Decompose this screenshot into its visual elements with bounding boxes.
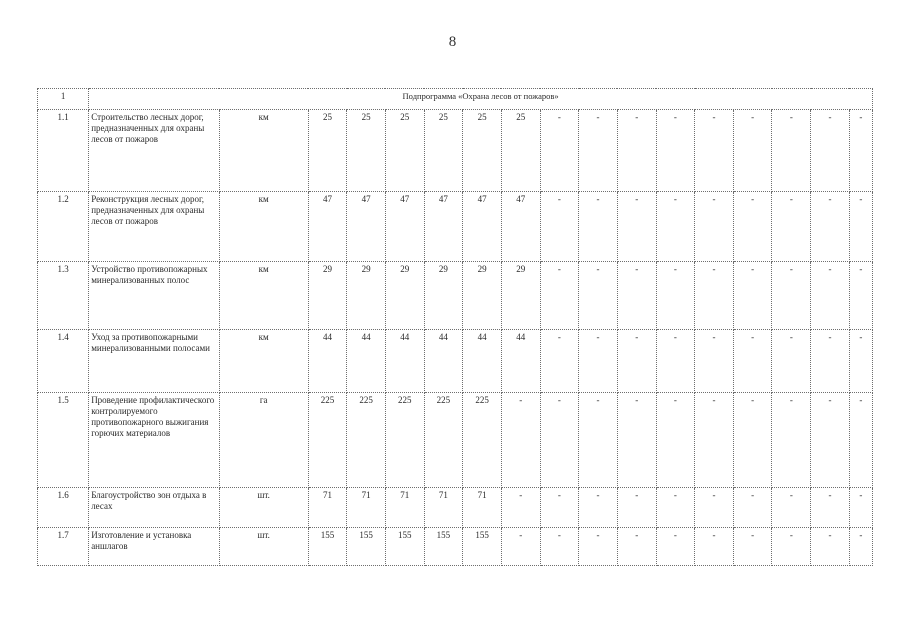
value-cell: 29 <box>347 262 386 330</box>
value-cell: - <box>617 330 656 393</box>
value-cell: - <box>733 393 772 488</box>
unit-cell: шт. <box>219 488 308 528</box>
value-cell: - <box>733 192 772 262</box>
value-cell: - <box>772 110 811 192</box>
value-cell: 44 <box>385 330 424 393</box>
value-cell: 155 <box>385 528 424 566</box>
value-cell: - <box>656 262 695 330</box>
value-cell: 47 <box>347 192 386 262</box>
value-cell: - <box>579 330 618 393</box>
value-cell: 29 <box>424 262 463 330</box>
value-cell: - <box>772 192 811 262</box>
value-cell: 47 <box>308 192 347 262</box>
value-cell: - <box>617 488 656 528</box>
activity-name: Проведение профилактического контролируемого противопожарного выжигания горючих материалов <box>89 393 220 488</box>
value-cell: 225 <box>385 393 424 488</box>
value-cell: - <box>540 393 579 488</box>
value-cell: 225 <box>424 393 463 488</box>
value-cell: - <box>849 192 872 262</box>
table-row <box>38 192 873 262</box>
value-cell: - <box>617 110 656 192</box>
value-cell: - <box>579 262 618 330</box>
subprogram-header-row <box>38 89 873 110</box>
subprogram-title: Подпрограмма «Охрана лесов от пожаров» <box>89 89 873 110</box>
table-row <box>38 330 873 393</box>
value-cell: 225 <box>347 393 386 488</box>
value-cell: - <box>501 393 540 488</box>
value-cell: 155 <box>347 528 386 566</box>
value-cell: 155 <box>308 528 347 566</box>
value-cell: - <box>772 262 811 330</box>
value-cell: - <box>849 393 872 488</box>
value-cell: 44 <box>424 330 463 393</box>
value-cell: 44 <box>463 330 502 393</box>
activity-name: Уход за противопожарными минерализованными полосами <box>89 330 220 393</box>
value-cell: - <box>849 488 872 528</box>
value-cell: - <box>579 528 618 566</box>
value-cell: - <box>695 393 734 488</box>
value-cell: - <box>656 393 695 488</box>
value-cell: 29 <box>308 262 347 330</box>
value-cell: 155 <box>463 528 502 566</box>
activity-name: Изготовление и установка аншлагов <box>89 528 220 566</box>
value-cell: - <box>695 488 734 528</box>
value-cell: 71 <box>463 488 502 528</box>
value-cell: - <box>540 330 579 393</box>
row-number: 1.3 <box>38 262 89 330</box>
value-cell: - <box>656 192 695 262</box>
value-cell: - <box>579 192 618 262</box>
value-cell: - <box>849 528 872 566</box>
activity-name: Реконструкция лесных дорог, предназначенных для охраны лесов от пожаров <box>89 192 220 262</box>
header-number: 1 <box>38 89 89 110</box>
value-cell: - <box>656 488 695 528</box>
value-cell: 25 <box>385 110 424 192</box>
value-cell: - <box>501 488 540 528</box>
value-cell: - <box>733 528 772 566</box>
value-cell: 44 <box>501 330 540 393</box>
row-number: 1.1 <box>38 110 89 192</box>
value-cell: - <box>811 393 850 488</box>
table-body <box>38 110 873 566</box>
value-cell: 25 <box>347 110 386 192</box>
value-cell: - <box>849 262 872 330</box>
value-cell: 155 <box>424 528 463 566</box>
unit-cell: шт. <box>219 528 308 566</box>
value-cell: - <box>811 330 850 393</box>
value-cell: - <box>617 192 656 262</box>
value-cell: - <box>501 528 540 566</box>
value-cell: - <box>695 262 734 330</box>
value-cell: - <box>772 528 811 566</box>
table-row <box>38 488 873 528</box>
value-cell: 47 <box>424 192 463 262</box>
value-cell: - <box>617 393 656 488</box>
value-cell: 47 <box>463 192 502 262</box>
value-cell: - <box>695 110 734 192</box>
value-cell: 29 <box>385 262 424 330</box>
value-cell: 44 <box>347 330 386 393</box>
value-cell: - <box>617 528 656 566</box>
value-cell: - <box>811 528 850 566</box>
program-table <box>37 88 873 566</box>
row-number: 1.7 <box>38 528 89 566</box>
value-cell: - <box>617 262 656 330</box>
value-cell: - <box>849 110 872 192</box>
value-cell: - <box>579 488 618 528</box>
activity-name: Благоустройство зон отдыха в лесах <box>89 488 220 528</box>
activity-name: Устройство противопожарных минерализованных полос <box>89 262 220 330</box>
value-cell: - <box>772 488 811 528</box>
value-cell: 44 <box>308 330 347 393</box>
value-cell: - <box>656 110 695 192</box>
value-cell: - <box>849 330 872 393</box>
value-cell: 25 <box>501 110 540 192</box>
value-cell: - <box>579 110 618 192</box>
table-row <box>38 262 873 330</box>
value-cell: - <box>695 192 734 262</box>
value-cell: - <box>772 393 811 488</box>
value-cell: 29 <box>501 262 540 330</box>
value-cell: - <box>656 528 695 566</box>
table-row <box>38 393 873 488</box>
row-number: 1.5 <box>38 393 89 488</box>
value-cell: 71 <box>308 488 347 528</box>
value-cell: - <box>733 110 772 192</box>
value-cell: - <box>540 110 579 192</box>
value-cell: - <box>811 262 850 330</box>
value-cell: 25 <box>308 110 347 192</box>
value-cell: - <box>540 528 579 566</box>
table-row <box>38 528 873 566</box>
value-cell: - <box>733 488 772 528</box>
value-cell: 71 <box>385 488 424 528</box>
value-cell: 225 <box>463 393 502 488</box>
value-cell: 47 <box>385 192 424 262</box>
unit-cell: га <box>219 393 308 488</box>
value-cell: 47 <box>501 192 540 262</box>
value-cell: - <box>540 262 579 330</box>
value-cell: - <box>695 330 734 393</box>
value-cell: - <box>772 330 811 393</box>
value-cell: 225 <box>308 393 347 488</box>
row-number: 1.2 <box>38 192 89 262</box>
value-cell: - <box>579 393 618 488</box>
value-cell: - <box>733 330 772 393</box>
row-number: 1.4 <box>38 330 89 393</box>
unit-cell: км <box>219 110 308 192</box>
value-cell: - <box>811 110 850 192</box>
value-cell: - <box>695 528 734 566</box>
table-row <box>38 110 873 192</box>
value-cell: 71 <box>424 488 463 528</box>
value-cell: - <box>540 488 579 528</box>
unit-cell: км <box>219 330 308 393</box>
value-cell: 29 <box>463 262 502 330</box>
value-cell: 25 <box>463 110 502 192</box>
value-cell: 71 <box>347 488 386 528</box>
value-cell: - <box>811 192 850 262</box>
value-cell: - <box>656 330 695 393</box>
page-number: 8 <box>448 34 457 50</box>
value-cell: - <box>811 488 850 528</box>
value-cell: - <box>540 192 579 262</box>
value-cell: - <box>733 262 772 330</box>
row-number: 1.6 <box>38 488 89 528</box>
activity-name: Строительство лесных дорог, предназначенных для охраны лесов от пожаров <box>89 110 220 192</box>
unit-cell: км <box>219 192 308 262</box>
unit-cell: км <box>219 262 308 330</box>
value-cell: 25 <box>424 110 463 192</box>
